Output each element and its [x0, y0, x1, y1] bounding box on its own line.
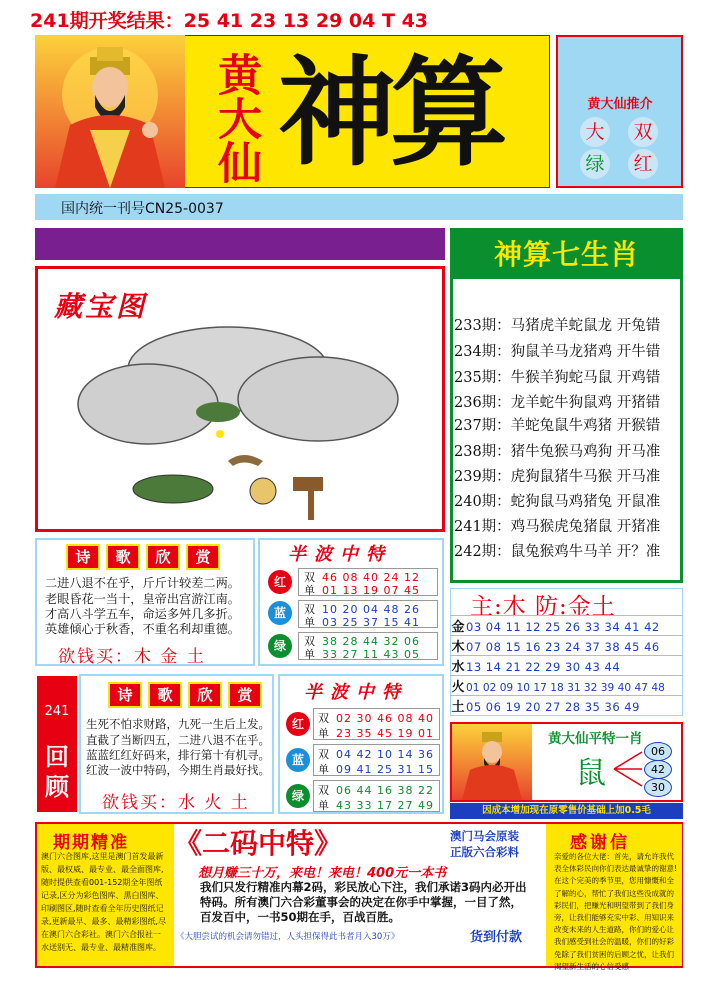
- element-values: 01 02 09 10 17 18 31 32 39 40 47 48: [466, 682, 665, 694]
- recommend-grid: [572, 115, 672, 181]
- seven-zodiac-row: 239期：虎狗鼠猪牛马猴 开马准: [454, 469, 661, 485]
- wave-row-label: 单: [304, 648, 315, 661]
- poem-heading-char: 诗: [108, 682, 142, 708]
- half-wave-title-1: 半波中特: [288, 544, 392, 565]
- wave-row-label: 双: [318, 784, 329, 797]
- wave-row: [318, 746, 436, 762]
- wave-numbers: 04 42 10 14 36: [336, 748, 434, 761]
- wave-color-badge: 蓝: [286, 748, 310, 772]
- wave-row-label: 单: [318, 727, 329, 740]
- seven-zodiac-row: 240期：蛇狗鼠马鸡猪兔 开鼠准: [454, 494, 661, 510]
- seven-zodiac-row: 236期：龙羊蛇牛狗鼠鸡 开猪错: [454, 395, 661, 411]
- recommend-title: 黄大仙推介: [587, 97, 653, 112]
- buy-hint-2: 欲钱买：水 火 土: [102, 793, 250, 813]
- five-elements-heading: 主:木 防:金土: [470, 594, 616, 620]
- seven-zodiac-row: 238期：猪牛兔猴马鸡狗 开马准: [454, 444, 661, 460]
- wave-color-badge: 蓝: [268, 601, 292, 625]
- wave-numbers: 10 20 04 48 26: [322, 603, 420, 616]
- wave-row: [318, 725, 436, 741]
- poem-heading-char: 赏: [228, 682, 262, 708]
- issn-text: 国内统一刊号CN25-0037: [61, 201, 224, 217]
- poem-heading-1: [66, 544, 220, 570]
- wave-row-label: 双: [318, 748, 329, 761]
- poem-line: 才高八斗学五车，命运多舛几多折。: [45, 607, 240, 621]
- element-row: [450, 615, 683, 636]
- recommend-item: 绿: [580, 149, 610, 179]
- recommend-item: 双: [628, 117, 658, 147]
- recommend-item: 红: [628, 149, 658, 179]
- poem-line: 直截了当断四五，二进八退不在乎。: [86, 733, 270, 747]
- deity-portrait: [35, 35, 185, 188]
- wave-row-label: 双: [304, 603, 315, 616]
- poem-heading-2: [108, 682, 262, 708]
- review-column: [37, 676, 77, 812]
- bottom-left-panel: [37, 824, 171, 966]
- wave-row: [318, 710, 436, 726]
- wave-numbers: 33 27 11 43 05: [322, 648, 420, 661]
- seven-zodiac-title: 神算七生肖: [453, 231, 680, 279]
- poem-line: 英雄倾心于秋香，不重名利却重德。: [45, 622, 240, 636]
- element-values: 03 04 11 12 25 26 33 34 41 42: [466, 620, 660, 634]
- purple-divider: [35, 228, 445, 260]
- seven-zodiac-row: 242期：鼠兔猴鸡牛马羊 开？准: [454, 544, 661, 560]
- wave-row: [318, 782, 436, 798]
- origin-label-1: 澳门马会原装: [450, 829, 519, 843]
- promo-text: 我们只发行精准内幕2码，彩民放心下注，我们承诺3码内必开出特码。所有澳门六合彩董事会的决定在你手中掌握，一目了然，百发百中，一书50期在手，百战百胜。: [200, 880, 527, 924]
- cost-notice: 因成本增加现在原零售价基础上加0.5毛: [450, 803, 683, 819]
- poem-heading-char: 诗: [66, 544, 100, 570]
- special-number: 42: [644, 760, 672, 779]
- wave-row-label: 单: [318, 799, 329, 812]
- element-key: 土: [451, 700, 465, 715]
- seven-zodiac-row: 233期：马猪虎羊蛇鼠龙 开兔错: [454, 318, 661, 334]
- deity-figure-icon: [35, 35, 185, 188]
- bottom-middle-panel: [174, 824, 546, 966]
- seven-zodiac-row: 237期：羊蛇兔鼠牛鸡猪 开猴错: [454, 418, 661, 434]
- thanks-title: 感谢信: [570, 833, 630, 853]
- promo-footer: 《大胆尝试的机会请勿错过，人头担保得此书者月入30万》: [176, 932, 400, 942]
- poem-line: 红波一波中特码，今期生肖最好找。: [86, 763, 270, 777]
- wave-numbers: 02 30 46 08 40: [336, 712, 434, 725]
- wave-numbers: 46 08 40 24 12: [322, 571, 420, 584]
- element-values: 07 08 15 16 23 24 37 38 45 46: [466, 640, 660, 654]
- review-issue: 241: [44, 704, 70, 719]
- treasure-map-illustration: [38, 269, 442, 529]
- poem-line: 老眼昏花一当十，皇帝出宫游江南。: [45, 592, 240, 606]
- half-wave-title-2: 半波中特: [304, 682, 408, 703]
- wave-numbers: 38 28 44 32 06: [322, 635, 420, 648]
- recommend-item: 大: [580, 117, 610, 147]
- wave-row-label: 双: [304, 571, 315, 584]
- poem-heading-char: 歌: [148, 682, 182, 708]
- poem-line: 二进八退不在乎，斤斤计较差二两。: [45, 576, 240, 590]
- wave-numbers: 03 25 37 15 41: [322, 616, 420, 629]
- element-key: 火: [451, 680, 465, 695]
- latest-draw-result: 241期开奖结果：25 41 23 13 29 04 T 43: [30, 10, 429, 32]
- element-key: 木: [451, 640, 465, 655]
- cash-on-delivery: 货到付款: [470, 930, 523, 945]
- wave-row: [318, 797, 436, 813]
- wave-color-badge: 绿: [286, 784, 310, 808]
- seven-zodiac-row: 234期：狗鼠羊马龙猪鸡 开牛错: [454, 344, 661, 360]
- wave-row-label: 双: [318, 712, 329, 725]
- special-zodiac-title: 黄大仙平特一肖: [548, 731, 643, 747]
- element-values: 13 14 21 22 29 30 43 44: [466, 660, 621, 674]
- bottom-right-panel: [548, 824, 682, 971]
- two-code-title: 《二码中特》: [174, 827, 343, 860]
- deity-figure-icon: [452, 724, 532, 800]
- poem-heading-char: 欣: [146, 544, 180, 570]
- element-key: 金: [451, 620, 465, 635]
- treasure-map-title: 藏宝图: [54, 290, 148, 323]
- wave-row: [318, 761, 436, 777]
- poem-line: 生死不怕求财路，九死一生后上发。: [86, 717, 270, 731]
- wave-row-label: 双: [304, 635, 315, 648]
- treasure-map-panel: [35, 266, 445, 532]
- poem-heading-char: 赏: [186, 544, 220, 570]
- element-key: 水: [451, 660, 465, 675]
- wave-numbers: 06 44 16 38 22: [336, 784, 434, 797]
- element-row: [450, 655, 683, 676]
- origin-label-2: 正版六合彩料: [450, 845, 519, 859]
- buy-hint-1: 欲钱买：木 金 土: [58, 647, 206, 667]
- seven-zodiac-row: 235期：牛猴羊狗蛇马鼠 开鸡错: [454, 370, 661, 386]
- wave-row-label: 单: [318, 763, 329, 776]
- wave-row-label: 单: [304, 584, 315, 597]
- poem-heading-char: 歌: [106, 544, 140, 570]
- wave-row: [304, 614, 434, 630]
- accuracy-title: 期期精准: [53, 833, 129, 853]
- wave-row: [304, 582, 434, 598]
- wave-color-badge: 绿: [268, 634, 292, 658]
- wave-numbers: 01 13 19 07 45: [322, 584, 420, 597]
- poem-heading-char: 欣: [188, 682, 222, 708]
- wave-color-badge: 红: [268, 570, 292, 594]
- poem-line: 蓝蓝红红好码来，排行第十有机寻。: [86, 748, 270, 762]
- wave-row: [304, 646, 434, 662]
- element-row: [450, 675, 683, 696]
- special-number: 06: [644, 742, 672, 761]
- wave-numbers: 23 35 45 19 01: [336, 727, 434, 740]
- special-zodiac-value: 鼠: [576, 756, 606, 791]
- deity-name: 黄大仙: [210, 52, 261, 184]
- wave-numbers: 09 41 25 31 15: [336, 763, 434, 776]
- special-deity-portrait: [452, 724, 532, 800]
- element-values: 05 06 19 20 27 28 35 36 49: [466, 700, 640, 714]
- issn-bar: [35, 194, 683, 220]
- thanks-text: 亲爱的各位大佬：首先，请允许我代表全体彩民向你们表达最诚挚的谢意!在这个完美的季节里，您用慷慨和全了解的心，帮忙了我们这些没成就的彩民们，把赚光和明望带到了我们身旁，让我们能够充实中彩、用知识来改变未来的人生道路，你们的爱心让我们感受到社会的温暖，你们的好彩免除了我们贫困的后顾之忧，让我们渴望新生活的心信受感: [554, 852, 678, 971]
- wave-color-badge: 红: [286, 712, 310, 736]
- review-label: 回顾: [45, 743, 69, 801]
- masthead-title: 神算: [278, 44, 503, 182]
- seven-zodiac-row: 241期：鸡马猴虎兔猪鼠 开猪准: [454, 519, 661, 535]
- slogan: 想月赚三十万，来电！来电！400元一本书: [198, 866, 447, 881]
- element-row: [450, 635, 683, 656]
- special-number: 30: [644, 778, 672, 797]
- wave-numbers: 43 33 17 27 49: [336, 799, 434, 812]
- wave-row-label: 单: [304, 616, 315, 629]
- element-row: [450, 695, 683, 716]
- pointer-arrows-icon: [612, 744, 646, 794]
- accuracy-text: 澳门六合图库,这里是澳门首发最新版、最权威、最专业、最全面图库,随时提供查看001-152期全年图纸记录,区分为彩色图库、黑白图库、印刷图区,随时查看全年历史图纸记录,更新最早、最多、最精彩图纸,尽在澳门六合彩社。澳门六合报社一水送别无、最专业、最精准图库。: [41, 852, 167, 952]
